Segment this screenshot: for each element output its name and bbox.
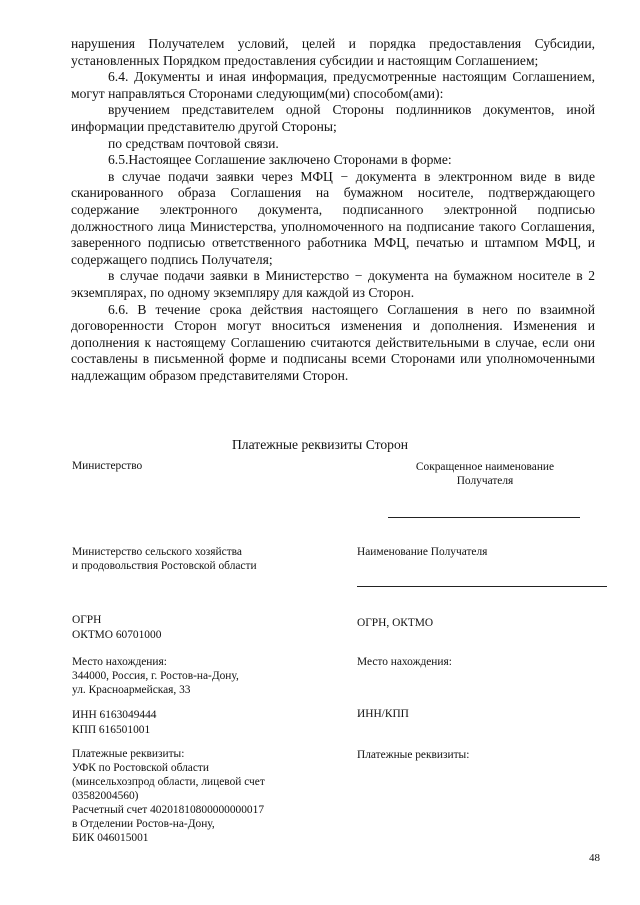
recipient-payment-details: Платежные реквизиты: (357, 749, 470, 761)
paragraph: нарушения Получателем условий, целей и порядка предоставления Субсидии, установленных Порядком предоставления субсидии и настоящим Соглашением; (71, 36, 595, 68)
page-number: 48 (589, 852, 600, 864)
requisites-title: Платежные реквизиты Сторон (231, 437, 409, 452)
paragraph: в случае подачи заявки через МФЦ − документа в электронном виде в виде сканированного образа Соглашения на бумажном носителе, подтверждающего содержание электронного документа, подписанного электронной подписью должностного лица Министерства, уполномоченного на подписание такого Соглашения, заверенного подписью ответственного работника МФЦ, печатью и штампом МФЦ, и содержащего подпись Получателя; (71, 168, 595, 267)
paragraph: 6.4. Документы и иная информация, предусмотренные настоящим Соглашением, могут направляться Сторонами следующим(ми) способом(ами): (71, 69, 595, 101)
left-party-label: Министерство (72, 460, 143, 472)
recipient-short-name-label: Сокращенное наименование Получателя (415, 461, 555, 487)
paragraph: вручением представителем одной Стороны подлинников документов, иной информации представителю другой Стороны; (71, 102, 595, 134)
ministry-payment-details: Платежные реквизиты: УФК по Ростовской области (минсельхозпрод области, лицевой счет 03582004560) Расчетный счет 40201810800000000017 в Отделении Ростов-на-Дону, БИК 046015001 (72, 748, 265, 844)
ministry-inn-kpp: ИНН 6163049444 КПП 616501001 (72, 709, 157, 736)
paragraph: по средствам почтовой связи. (108, 135, 279, 151)
paragraph: в случае подачи заявки в Министерство − документа на бумажном носителе в 2 экземплярах, по одному экземпляру для каждой из Сторон. (71, 268, 595, 300)
recipient-short-name-line (388, 517, 580, 518)
recipient-name-line (357, 586, 607, 587)
paragraph: 6.6. В течение срока действия настоящего Соглашения в него по взаимной договоренности Сторон могут вноситься изменения и дополнения. Изменения и дополнения к настоящему Соглашению считаются действительными в случае, если они составлены в письменной форме и подписаны всеми Сторонами или уполномоченными надлежащим образом представителями Сторон. (71, 301, 595, 383)
agreement-text (71, 36, 595, 384)
recipient-name-label: Наименование Получателя (357, 546, 488, 558)
ministry-name: Министерство сельского хозяйства и продовольствия Ростовской области (72, 546, 257, 572)
ministry-ogrn-oktmo: ОГРН ОКТМО 60701000 (72, 614, 162, 641)
ministry-location: Место нахождения: 344000, Россия, г. Ростов-на-Дону, ул. Красноармейская, 33 (72, 656, 239, 696)
recipient-ogrn-oktmo: ОГРН, ОКТМО (357, 617, 434, 629)
paragraph: 6.5.Настоящее Соглашение заключено Сторонами в форме: (108, 152, 452, 168)
recipient-inn-kpp: ИНН/КПП (357, 708, 409, 720)
recipient-location: Место нахождения: (357, 656, 452, 668)
